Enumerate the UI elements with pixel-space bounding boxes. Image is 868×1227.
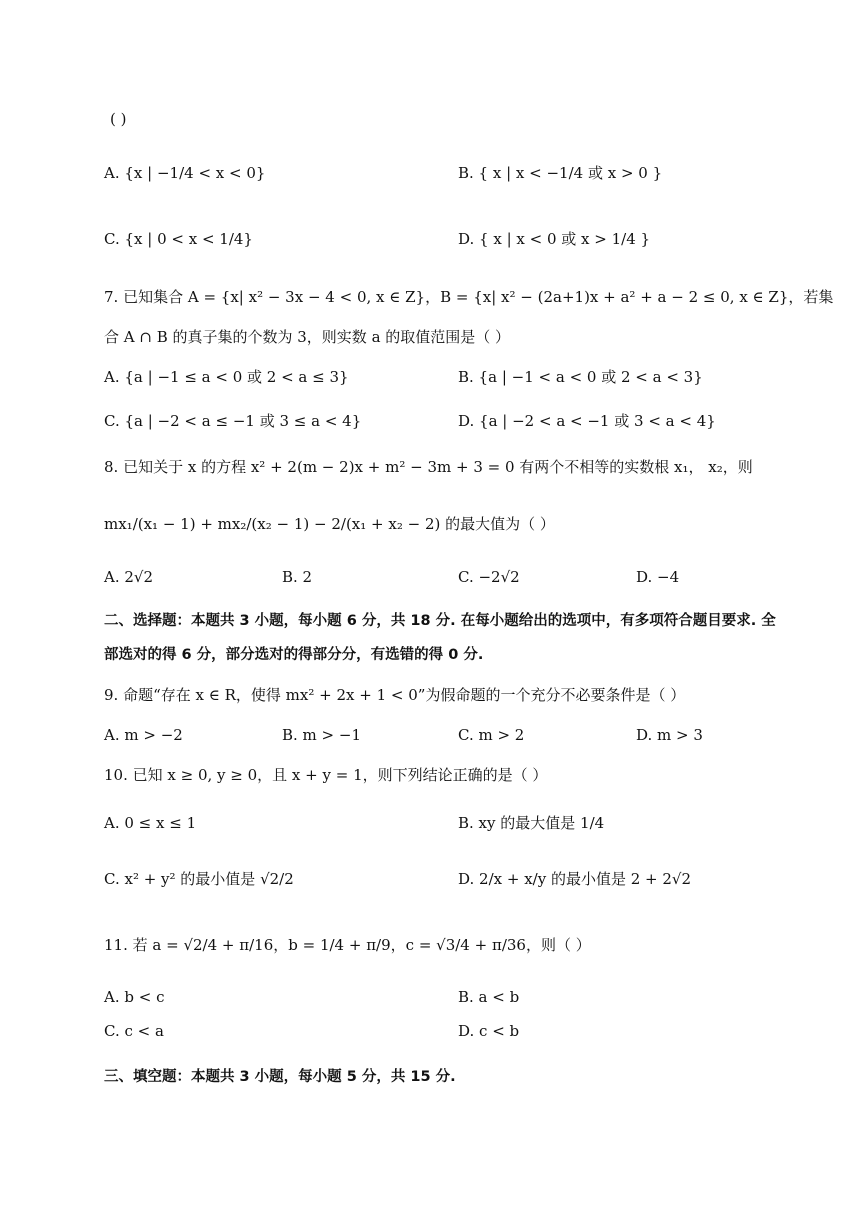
q10-option-b: B. xy 的最大值是 1/4 bbox=[458, 814, 605, 832]
q7-stem-line1: 7. 已知集合 A = {x| x² − 3x − 4 < 0, x ∈ Z}，B = {x| x² − (2a+1)x + a² + a − 2 ≤ 0, x ∈ Z}，若集 bbox=[104, 288, 834, 306]
q6-option-b: B. { x | x < −1/4 或 x > 0 } bbox=[458, 164, 663, 182]
q10-option-d: D. 2/x + x/y 的最小值是 2 + 2√2 bbox=[458, 870, 692, 888]
q8-option-a: A. 2√2 bbox=[104, 568, 154, 586]
q6-option-d: D. { x | x < 0 或 x > 1/4 } bbox=[458, 230, 651, 248]
q8-option-c: C. −2√2 bbox=[458, 568, 520, 586]
q11-option-b: B. a < b bbox=[458, 988, 520, 1006]
q7-stem-line2: 合 A ∩ B 的真子集的个数为 3，则实数 a 的取值范围是（ ） bbox=[104, 328, 511, 346]
q9-option-b: B. m > −1 bbox=[282, 726, 361, 744]
q11-option-c: C. c < a bbox=[104, 1022, 164, 1040]
section2-heading-line1: 二、选择题：本题共 3 小题，每小题 6 分，共 18 分. 在每小题给出的选项中，有多项符合题目要求. 全 bbox=[104, 613, 776, 629]
q8-option-d: D. −4 bbox=[636, 568, 680, 586]
q9-option-c: C. m > 2 bbox=[458, 726, 525, 744]
q8-stem-line1: 8. 已知关于 x 的方程 x² + 2(m − 2)x + m² − 3m + 3 = 0 有两个不相等的实数根 x₁， x₂，则 bbox=[104, 458, 753, 476]
q8-option-b: B. 2 bbox=[282, 568, 313, 586]
q10-option-c: C. x² + y² 的最小值是 √2/2 bbox=[104, 870, 294, 888]
q9-option-d: D. m > 3 bbox=[636, 726, 703, 744]
q6-paren: ( ) bbox=[110, 110, 127, 128]
q7-option-b: B. {a | −1 < a < 0 或 2 < a < 3} bbox=[458, 368, 703, 386]
q11-option-a: A. b < c bbox=[104, 988, 165, 1006]
q11-stem: 11. 若 a = √2/4 + π/16，b = 1/4 + π/9，c = √3/4 + π/36，则（ ） bbox=[104, 936, 591, 954]
q7-option-c: C. {a | −2 < a ≤ −1 或 3 ≤ a < 4} bbox=[104, 412, 362, 430]
q10-option-a: A. 0 ≤ x ≤ 1 bbox=[104, 814, 197, 832]
q6-option-a: A. {x | −1/4 < x < 0} bbox=[104, 164, 266, 182]
section2-heading-line2: 部选对的得 6 分，部分选对的得部分分，有选错的得 0 分. bbox=[104, 647, 484, 663]
q7-option-a: A. {a | −1 ≤ a < 0 或 2 < a ≤ 3} bbox=[104, 368, 349, 386]
q8-stem-line2: mx₁/(x₁ − 1) + mx₂/(x₂ − 1) − 2/(x₁ + x₂ − 2) 的最大值为（ ） bbox=[104, 515, 555, 533]
section3-heading: 三、填空题：本题共 3 小题，每小题 5 分，共 15 分. bbox=[104, 1069, 456, 1085]
q9-option-a: A. m > −2 bbox=[104, 726, 183, 744]
q11-option-d: D. c < b bbox=[458, 1022, 520, 1040]
q7-option-d: D. {a | −2 < a < −1 或 3 < a < 4} bbox=[458, 412, 716, 430]
q10-stem: 10. 已知 x ≥ 0, y ≥ 0，且 x + y = 1，则下列结论正确的是（ ） bbox=[104, 766, 548, 784]
q9-stem: 9. 命题“存在 x ∈ R，使得 mx² + 2x + 1 < 0”为假命题的一个充分不必要条件是（ ） bbox=[104, 686, 686, 704]
q6-option-c: C. {x | 0 < x < 1/4} bbox=[104, 230, 253, 248]
